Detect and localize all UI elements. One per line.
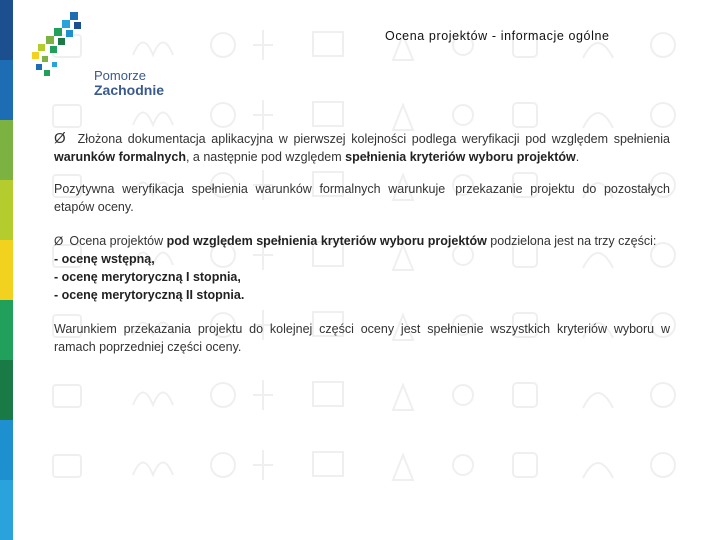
paragraph-dokumentacja: Ø Złożona dokumentacja aplikacyjna w pierwszej kolejności podlega weryfikacji pod względem spełnienia warunków formalnych, a następnie pod względem spełnienia kryteriów wyboru projektów. bbox=[54, 130, 670, 164]
strip-segment bbox=[0, 120, 13, 180]
strip-segment bbox=[0, 60, 13, 120]
pomorze-zachodnie-logo bbox=[30, 10, 165, 98]
list-item: - ocenę wstępną, bbox=[54, 252, 155, 266]
strip-segment bbox=[0, 420, 13, 480]
strip-segment bbox=[0, 360, 13, 420]
paragraph-pozytywna-weryfikacja: Pozytywna weryfikacja spełnienia warunków formalnych warunkuje przekazanie projektu do pozostałych etapów oceny. bbox=[54, 182, 670, 214]
arrow-bullet-icon: Ø bbox=[54, 234, 64, 248]
arrow-bullet-icon: Ø bbox=[54, 130, 66, 147]
side-color-strip bbox=[0, 0, 13, 540]
strip-segment bbox=[0, 300, 13, 360]
page-title: Ocena projektów - informacje ogólne bbox=[385, 29, 610, 43]
logo-text-line1: Pomorze bbox=[94, 68, 147, 83]
strip-segment bbox=[0, 480, 13, 540]
strip-segment bbox=[0, 0, 13, 60]
paragraph-ocena-projektow: Ø Ocena projektów pod względem spełnienia kryteriów wyboru projektów podzielona jest na trzy części: - ocenę wstępną, - ocenę merytoryczną I stopnia, - ocenę merytoryczną II stopnia. bbox=[54, 232, 670, 304]
strip-segment bbox=[0, 180, 13, 240]
paragraph-warunek-przekazania: Warunkiem przekazania projektu do kolejnej części oceny jest spełnienie wszystkich kryteriów wyboru w ramach poprzedniej części oceny. bbox=[54, 322, 670, 354]
logo-text-line2: Zachodnie bbox=[94, 82, 165, 98]
main-content bbox=[54, 130, 670, 356]
logo-mark-icon bbox=[30, 10, 90, 85]
strip-segment bbox=[0, 240, 13, 300]
list-item: - ocenę merytoryczną II stopnia. bbox=[54, 288, 245, 302]
list-item: - ocenę merytoryczną I stopnia, bbox=[54, 270, 241, 284]
